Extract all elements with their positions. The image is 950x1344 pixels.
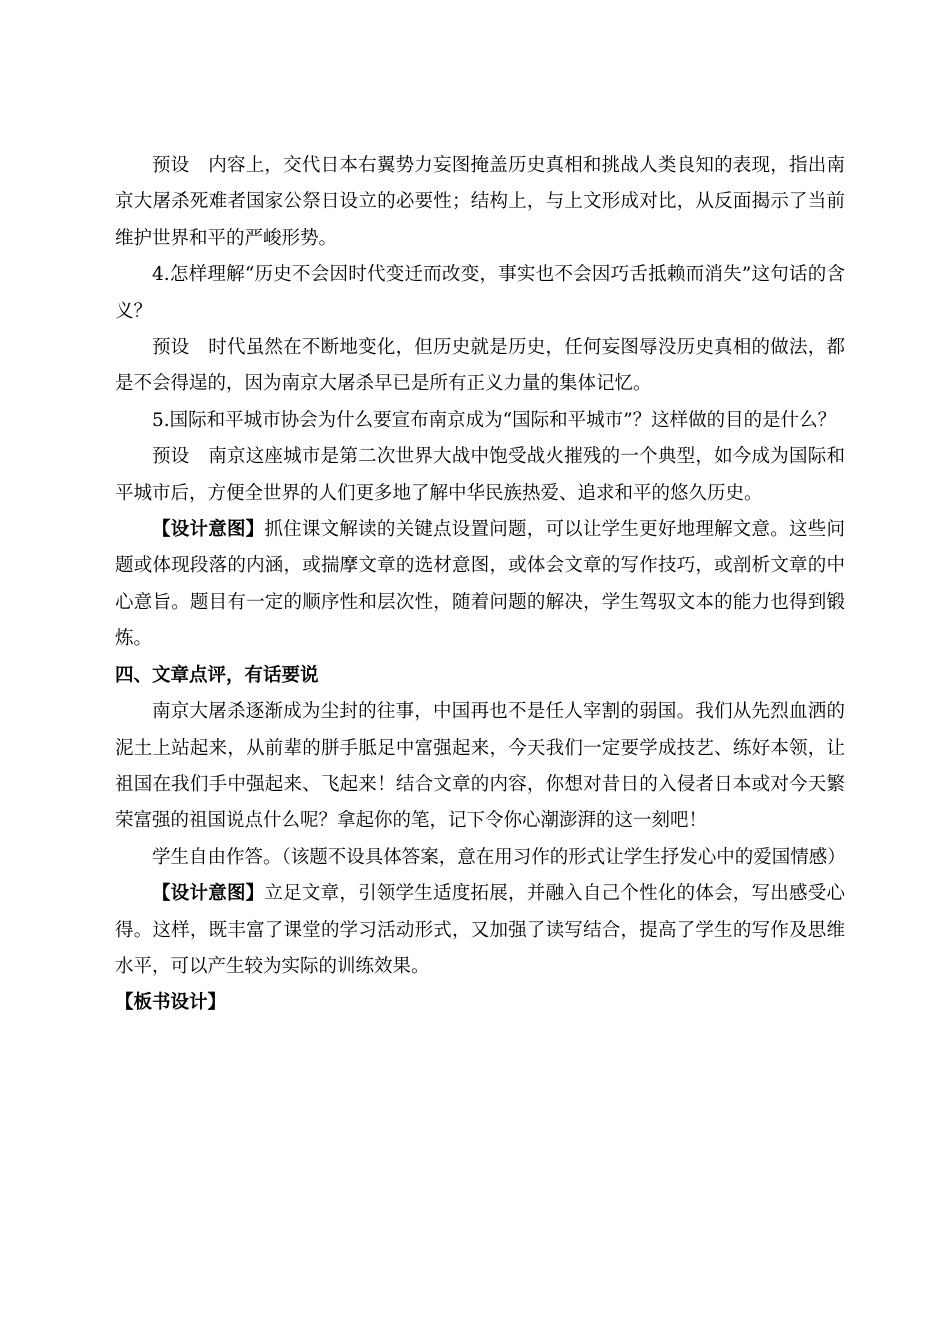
- preset-text: 南京这座城市是第二次世界大战中饱受战火摧残的一个典型，如今成为国际和平城市后，方便全世界的人们更多地了解中华民族热爱、追求和平的悠久历史。: [115, 446, 845, 504]
- preset-paragraph-1: [115, 148, 845, 257]
- design-intent-2: [115, 876, 845, 985]
- preset-label: 预设: [152, 446, 190, 468]
- design-intent-text: 立足文章，引领学生适度拓展，并融入自己个性化的体会，写出感受心得。这样，既丰富了课堂的学习活动形式，又加强了读写结合，提高了学生的写作及思维水平，可以产生较为实际的训练效果。: [115, 883, 845, 977]
- preset-paragraph-3: [115, 439, 845, 512]
- design-intent-label: 【设计意图】: [152, 519, 265, 541]
- board-design-heading: 【板书设计】: [115, 992, 227, 1014]
- question-4: 4.怎样理解“历史不会因时代变迁而改变，事实也不会因巧舌抵赖而消失”这句话的含义？: [115, 264, 845, 322]
- preset-text: 内容上，交代日本右翼势力妄图掩盖历史真相和挑战人类良知的表现，指出南京大屠杀死难者国家公祭日设立的必要性；结构上，与上文形成对比，从反面揭示了当前维护世界和平的严峻形势。: [115, 155, 845, 249]
- student-answer-note: 学生自由作答。（该题不设具体答案，意在用习作的形式让学生抒发心中的爱国情感）: [152, 846, 846, 868]
- design-intent-text: 抓住课文解读的关键点设置问题，可以让学生更好地理解文意。这些问题或体现段落的内涵，或揣摩文章的选材意图，或体会文章的写作技巧，或剖析文章的中心意旨。题目有一定的顺序性和层次性，随着问题的解决，学生驾驭文本的能力也得到锻炼。: [115, 519, 845, 650]
- design-intent-label: 【设计意图】: [152, 883, 265, 905]
- preset-label: 预设: [152, 155, 190, 176]
- document-page: [115, 148, 845, 1022]
- preset-text: 时代虽然在不断地变化，但历史就是历史，任何妄图辱没历史真相的做法，都是不会得逞的，因为南京大屠杀早已是所有正义力量的集体记忆。: [115, 337, 845, 395]
- question-5: 5.国际和平城市协会为什么要宣布南京成为“国际和平城市”？这样做的目的是什么？: [152, 409, 837, 431]
- section-heading-4: 四、文章点评，有话要说: [115, 664, 319, 686]
- preset-paragraph-2: [115, 330, 845, 403]
- preset-label: 预设: [152, 337, 190, 359]
- design-intent-1: [115, 512, 845, 658]
- commentary-paragraph: 南京大屠杀逐渐成为尘封的往事，中国再也不是任人宰割的弱国。我们从先烈血洒的泥土上站起来，从前辈的胼手胝足中富强起来，今天我们一定要学成技艺、练好本领，让祖国在我们手中强起来、飞起来！结合文章的内容，你想对昔日的入侵者日本或对今天繁荣富强的祖国说点什么呢？拿起你的笔，记下令你心潮澎湃的这一刻吧！: [115, 701, 845, 832]
